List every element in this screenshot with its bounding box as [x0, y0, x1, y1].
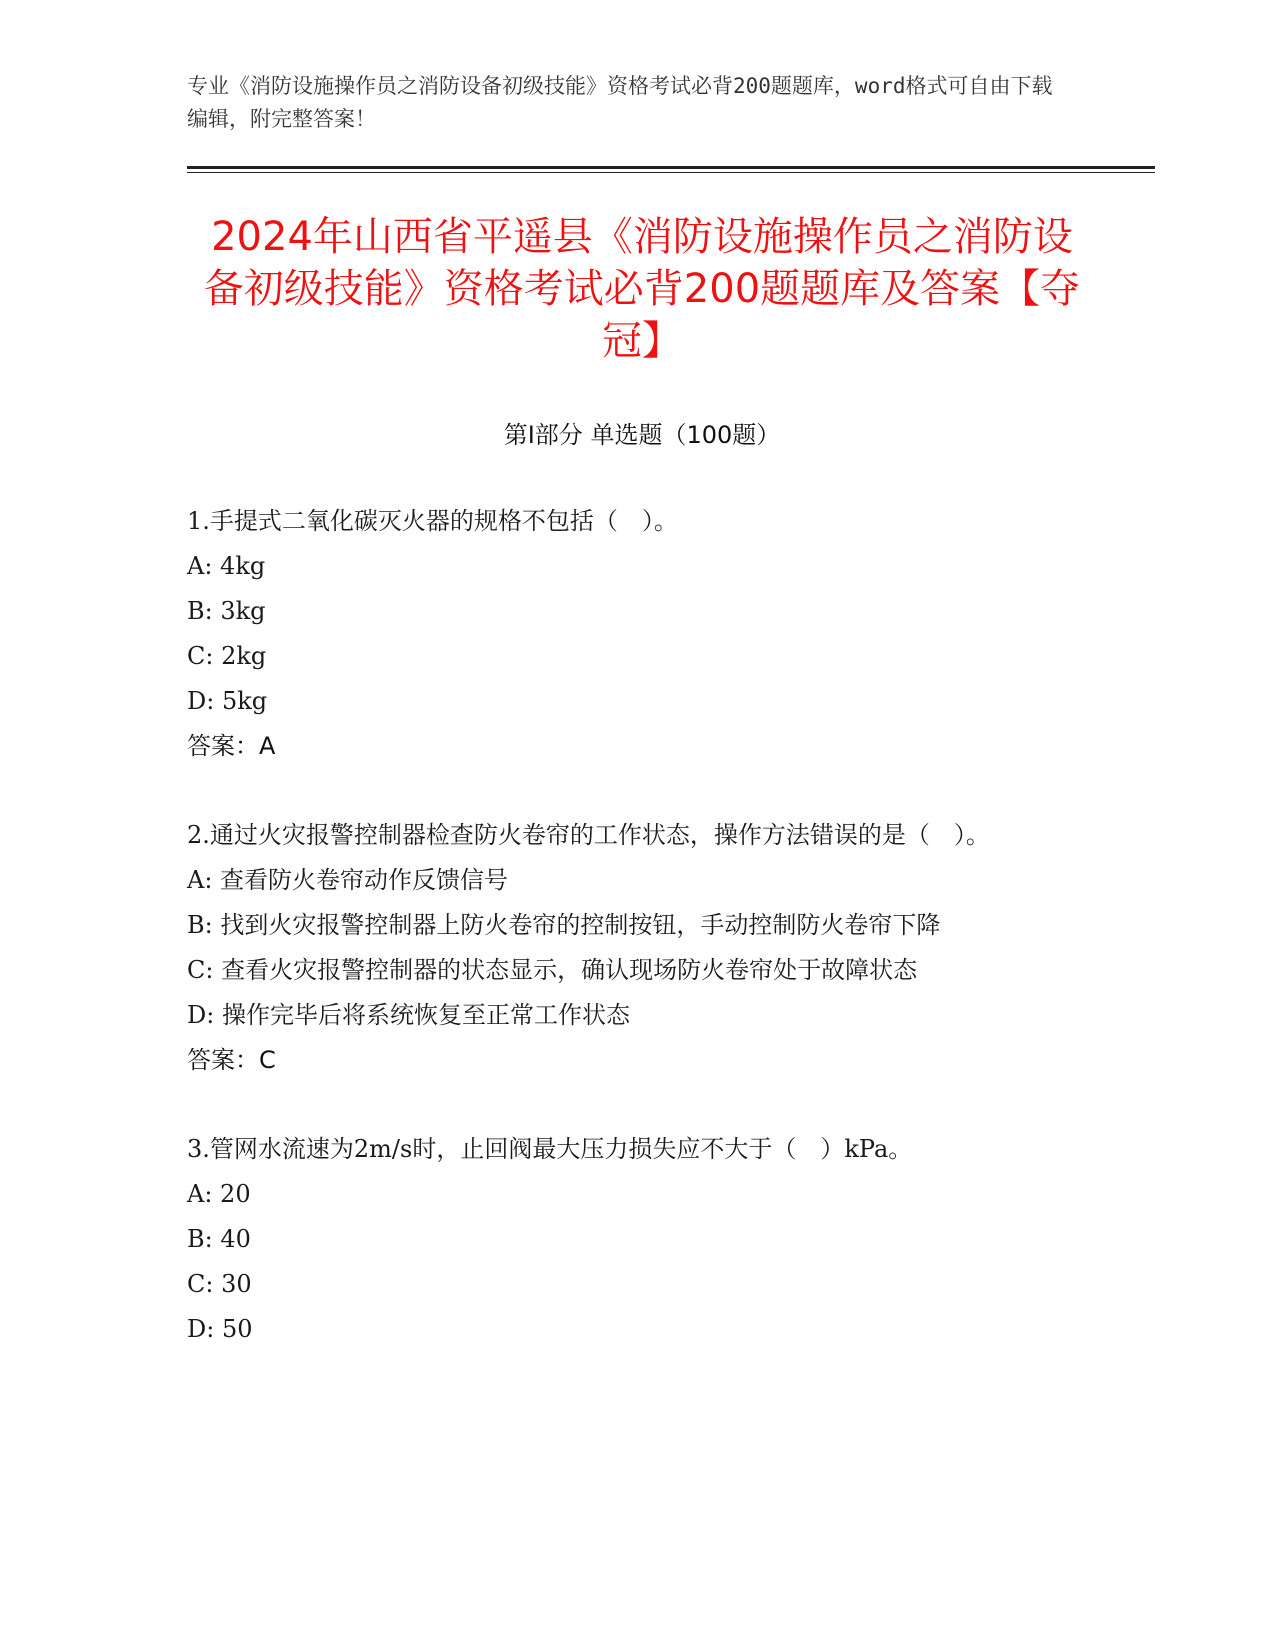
option-d: D: 操作完毕后将系统恢复至正常工作状态 — [187, 1001, 630, 1029]
question-stem: 2.通过火灾报警控制器检查防火卷帘的工作状态，操作方法错误的是（ ）。 — [187, 821, 990, 849]
option-b: B: 3kg — [187, 597, 266, 625]
option-a: A: 查看防火卷帘动作反馈信号 — [187, 866, 509, 894]
question-list — [187, 499, 1147, 1352]
header-divider — [187, 166, 1155, 173]
option-b: B: 40 — [187, 1225, 251, 1253]
question-3 — [187, 1127, 1147, 1352]
question-stem: 1.手提式二氧化碳灭火器的规格不包括（ ）。 — [187, 507, 678, 535]
option-c: C: 2kg — [187, 642, 267, 670]
question-stem: 3.管网水流速为2m/s时，止回阀最大压力损失应不大于（ ）kPa。 — [187, 1135, 913, 1163]
document-title: 2024年山西省平遥县《消防设施操作员之消防设备初级技能》资格考试必背200题题库及答案【夺冠】 — [203, 214, 1081, 364]
answer: 答案：C — [187, 1046, 276, 1074]
question-2 — [187, 813, 1147, 1083]
option-a: A: 20 — [187, 1180, 251, 1208]
header-divider-thin — [187, 172, 1155, 173]
option-b: B: 找到火灾报警控制器上防火卷帘的控制按钮，手动控制防火卷帘下降 — [187, 911, 941, 939]
section-title: 第Ⅰ部分 单选题（100题） — [503, 421, 781, 449]
document-page — [187, 70, 1147, 1396]
option-d: D: 50 — [187, 1315, 253, 1343]
option-a: A: 4kg — [187, 552, 266, 580]
option-c: C: 查看火灾报警控制器的状态显示，确认现场防火卷帘处于故障状态 — [187, 956, 918, 984]
option-c: C: 30 — [187, 1270, 252, 1298]
header-note: 专业《消防设施操作员之消防设备初级技能》资格考试必背200题题库，word格式可自由下载编辑，附完整答案！ — [187, 74, 1053, 131]
header-divider-thick — [187, 166, 1155, 169]
answer: 答案：A — [187, 732, 276, 760]
question-1 — [187, 499, 1147, 769]
option-d: D: 5kg — [187, 687, 268, 715]
